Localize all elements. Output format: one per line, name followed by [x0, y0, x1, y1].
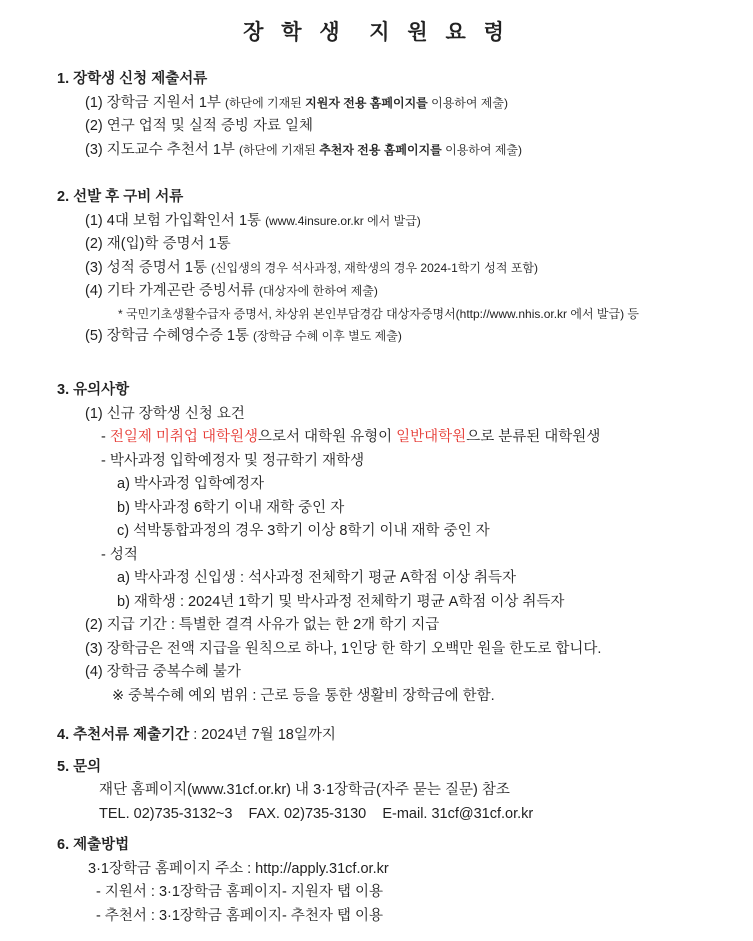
- text-segment: b) 박사과정 6학기 이내 재학 중인 자: [117, 499, 345, 516]
- text-segment: (장학금 수혜 이후 별도 제출): [252, 328, 402, 343]
- text-segment: (2) 지급 기간 : 특별한 결격 사유가 없는 한 2개 학기 지급: [85, 617, 440, 633]
- document-line-letter: [117, 473, 753, 497]
- document-line-section: [57, 379, 753, 403]
- text-segment: TEL. 02)735-3132~3 FAX. 02)735-3130 E-mail. 31cf@31cf.or.kr: [99, 805, 534, 822]
- text-segment: 1. 장학생 신청 제출서류: [57, 71, 208, 87]
- text-segment: 3·1장학금 홈페이지 주소 : http://apply.31cf.or.kr: [88, 860, 389, 877]
- document-line-item: [85, 661, 753, 685]
- document-line-item: [85, 139, 753, 163]
- text-segment: (www.4insure.or.kr 에서 발급): [265, 213, 421, 228]
- document-line-item: [85, 233, 753, 257]
- text-segment: - 지원서 : 3·1장학금 홈페이지- 지원자 탭 이용: [96, 884, 383, 900]
- document-line-note: [112, 685, 753, 709]
- text-segment: 재단 홈페이지(www.31cf.or.kr) 내 3·1장학금(자주 묻는 질문) 참조: [99, 782, 510, 798]
- document-line-item: [85, 280, 753, 304]
- document-line-section: [57, 68, 753, 92]
- text-segment: - 박사과정 입학예정자 및 정규학기 재학생: [101, 452, 365, 469]
- text-segment: a) 박사과정 신입생 : 석사과정 전체학기 평균 A학점 이상 취득자: [117, 570, 517, 586]
- text-segment: a) 박사과정 입학예정자: [117, 476, 265, 492]
- document-line-section: [57, 834, 753, 858]
- document-line-item: [85, 325, 753, 349]
- document-line-letter: [117, 567, 753, 591]
- text-segment: (1) 신규 장학생 신청 요건: [85, 405, 245, 422]
- document-line-dash: [101, 450, 753, 474]
- text-segment: - 추천서 : 3·1장학금 홈페이지- 추천자 탭 이용: [96, 907, 383, 924]
- text-segment: (3) 성적 증명서 1통: [85, 259, 211, 276]
- text-segment: (신입생의 경우 석사과정, 재학생의 경우 2024-1학기 성적 포함): [210, 260, 539, 275]
- text-segment: (4) 장학금 중복수혜 불가: [85, 664, 241, 680]
- text-segment: -: [101, 429, 110, 445]
- document-line-dash6: [96, 881, 753, 905]
- document-line-dash: [101, 426, 753, 450]
- page-title: 장 학 생 지 원 요 령: [243, 21, 510, 44]
- document-line-item: [85, 115, 753, 139]
- document-line-item: [85, 210, 753, 234]
- text-segment: 추천자 전용 홈페이지를: [319, 142, 442, 157]
- document-line-item: [85, 257, 753, 281]
- document-line-letter: [117, 497, 753, 521]
- text-segment: 4. 추천서류 제출기간: [57, 727, 190, 743]
- text-segment: ※ 중복수혜 예외 범위 : 근로 등을 통한 생활비 장학금에 한함.: [112, 687, 495, 704]
- document-line-item: [85, 614, 753, 638]
- document-line-dash: [101, 544, 753, 568]
- text-segment: 5. 문의: [57, 758, 102, 775]
- text-segment: * 국민기초생활수급자 증명서, 차상위 본인부담경감 대상자증명서(http://www.nhis.or.kr 에서 발급) 등: [118, 306, 639, 321]
- document-line-letter: [117, 520, 753, 544]
- text-segment: c) 석박통합과정의 경우 3학기 이상 8학기 이내 재학 중인 자: [117, 523, 490, 539]
- text-segment: (2) 연구 업적 및 실적 증빙 자료 일체: [85, 118, 314, 134]
- document-line-letter: [117, 591, 753, 615]
- text-segment: 3. 유의사항: [57, 382, 130, 398]
- text-segment: (3) 장학금은 전액 지급을 원칙으로 하나, 1인당 한 학기 오백만 원을 한도로 합니다.: [85, 640, 602, 657]
- document-line-item: [85, 638, 753, 662]
- text-segment: (하단에 기재된: [238, 142, 320, 157]
- text-segment: (2) 재(입)학 증명서 1통: [85, 236, 231, 252]
- document-line-item: [85, 92, 753, 116]
- text-segment: b) 재학생 : 2024년 1학기 및 박사과정 전체학기 평균 A학점 이상 취득자: [117, 593, 565, 610]
- text-segment: 이용하여 제출): [427, 95, 508, 110]
- document-line-link: [88, 858, 753, 882]
- text-segment: (대상자에 한하여 제출): [258, 284, 378, 298]
- document-line-dash6: [96, 905, 753, 929]
- text-segment: 으로서 대학원 유형이: [258, 429, 397, 445]
- text-segment: (5) 장학금 수혜영수증 1통: [85, 327, 253, 344]
- text-segment: : 2024년 7월 18일까지: [189, 727, 336, 743]
- text-segment: (4) 기타 가계곤란 증빙서류: [85, 283, 259, 299]
- text-segment: 으로 분류된 대학원생: [466, 429, 601, 445]
- document-line-contact: [99, 779, 753, 803]
- text-segment: (하단에 기재된: [224, 95, 306, 110]
- document-lines: [0, 68, 753, 928]
- text-segment: 2. 선발 후 구비 서류: [57, 189, 184, 205]
- document-line-section: [57, 756, 753, 780]
- text-segment: (1) 장학금 지원서 1부: [85, 94, 225, 111]
- text-segment: 6. 제출방법: [57, 837, 130, 853]
- document-line-item: [85, 403, 753, 427]
- document-line-note-small: [118, 304, 753, 325]
- document-line-contact: [99, 803, 753, 827]
- highlighted-text: 일반대학원: [396, 429, 467, 445]
- text-segment: (3) 지도교수 추천서 1부: [85, 141, 239, 158]
- text-segment: 지원자 전용 홈페이지를: [305, 95, 428, 110]
- text-segment: 이용하여 제출): [441, 142, 522, 157]
- text-segment: (1) 4대 보험 가입확인서 1통: [85, 212, 266, 229]
- document-line-section: [57, 724, 753, 748]
- text-segment: - 성적: [101, 546, 138, 563]
- highlighted-text: 전일제 미취업 대학원생: [109, 429, 258, 445]
- document-line-section: [57, 186, 753, 210]
